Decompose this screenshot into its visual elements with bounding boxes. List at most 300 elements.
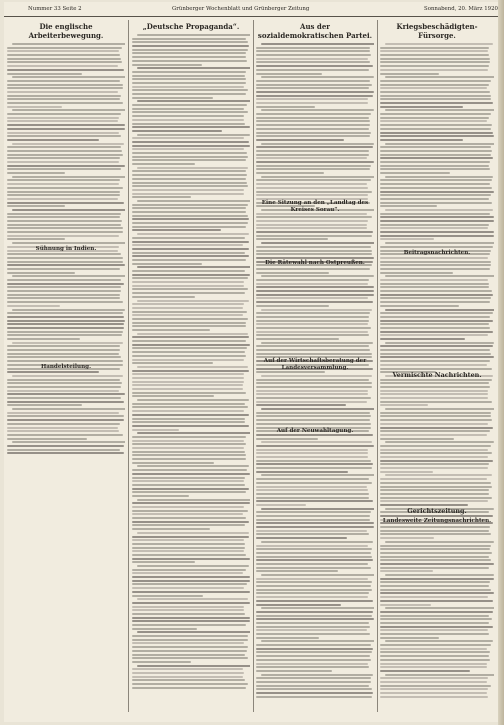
text-line [380, 401, 492, 403]
text-line [256, 268, 370, 270]
text-line [7, 98, 120, 100]
text-line [132, 469, 247, 471]
text-line [256, 592, 369, 594]
text-line [380, 456, 488, 458]
text-line [380, 545, 491, 547]
text-line [256, 50, 370, 52]
text-line [380, 670, 470, 672]
text-line [380, 626, 493, 628]
text-line [261, 508, 374, 510]
text-line [7, 427, 118, 429]
text-line [380, 95, 491, 97]
text-line [137, 665, 250, 667]
text-line [132, 547, 245, 549]
text-line [380, 537, 434, 539]
text-line [132, 255, 249, 257]
text-line [132, 510, 248, 512]
text-line [256, 224, 367, 226]
text-line [380, 157, 493, 159]
text-line [380, 294, 493, 296]
text-line [132, 126, 250, 128]
text-line [132, 477, 245, 479]
text-line [380, 482, 491, 484]
text-line [380, 213, 490, 215]
text-line [256, 84, 372, 86]
text-line [380, 600, 493, 602]
text-line [256, 393, 368, 395]
text-line [137, 34, 250, 36]
text-line [132, 281, 244, 283]
text-line [261, 76, 374, 78]
text-line [12, 176, 125, 178]
text-line [7, 113, 121, 115]
text-line [256, 445, 374, 447]
text-line [256, 382, 372, 384]
text-line [7, 183, 119, 185]
text-line [132, 93, 246, 95]
text-line [380, 430, 490, 432]
text-line [256, 187, 368, 189]
text-line [256, 670, 332, 672]
text-line [380, 651, 490, 653]
text-line [256, 87, 369, 89]
text-line [385, 342, 494, 344]
text-line [7, 430, 119, 432]
text-line [385, 574, 494, 576]
text-line [380, 478, 487, 480]
text-line [132, 451, 245, 453]
text-line [256, 139, 344, 141]
text-line [132, 222, 248, 224]
text-line [380, 191, 494, 193]
text-line [132, 82, 246, 84]
text-line [132, 635, 248, 637]
text-line [7, 434, 123, 436]
text-line [7, 323, 124, 325]
text-line [380, 452, 492, 454]
text-line [380, 161, 490, 163]
text-line [132, 226, 246, 228]
text-line [256, 191, 372, 193]
text-line [132, 639, 248, 641]
text-line [256, 286, 374, 288]
text-line [256, 666, 369, 668]
text-line [380, 172, 450, 174]
column-4-subhead-2: Vermischte Nachrichten. [392, 371, 482, 379]
text-line [380, 102, 493, 104]
text-line [256, 279, 369, 281]
text-line [132, 229, 221, 231]
text-line [261, 441, 372, 443]
text-line [7, 50, 119, 52]
text-line [132, 340, 246, 342]
text-line [380, 146, 491, 148]
text-line [132, 207, 246, 209]
text-line [380, 696, 488, 698]
text-line [7, 272, 75, 274]
text-line [256, 194, 368, 196]
text-line [132, 270, 245, 272]
text-line [256, 345, 369, 347]
text-line [132, 642, 244, 644]
text-line [7, 187, 123, 189]
text-line [132, 421, 245, 423]
text-line [7, 139, 99, 141]
text-line [380, 445, 491, 447]
text-line [7, 286, 121, 288]
text-line [132, 381, 244, 383]
text-line [380, 677, 488, 679]
text-line [256, 157, 367, 159]
text-line [380, 224, 489, 226]
text-line [132, 613, 245, 615]
text-line [256, 415, 371, 417]
text-line [7, 449, 120, 451]
text-line [132, 45, 249, 47]
text-line [380, 261, 491, 263]
text-line [261, 375, 373, 377]
text-line [7, 179, 120, 181]
text-line [380, 570, 433, 572]
text-line [380, 596, 488, 598]
text-line [132, 174, 247, 176]
column-3 [256, 20, 374, 716]
text-line [132, 362, 213, 364]
text-line [256, 596, 368, 598]
text-line [256, 449, 368, 451]
text-line [256, 312, 370, 314]
text-line [256, 533, 369, 535]
text-line [380, 216, 494, 218]
text-line [256, 629, 367, 631]
text-line [380, 168, 490, 170]
column-4-subhead-4: Landesweite Zeitungsnachrichten. [382, 518, 492, 524]
text-line [132, 159, 246, 161]
text-line [256, 272, 329, 274]
text-line [132, 123, 245, 125]
text-line [12, 408, 125, 410]
text-line [132, 488, 249, 490]
text-line [380, 198, 489, 200]
text-line [7, 257, 123, 259]
text-line [132, 650, 247, 652]
text-line [380, 113, 491, 115]
text-line [137, 100, 250, 102]
text-line [380, 578, 494, 580]
text-line [256, 338, 339, 340]
text-line [380, 585, 489, 587]
column-3-subhead-4: Auf der Neuwahltagung. [276, 428, 354, 434]
text-line [256, 128, 369, 130]
text-line [132, 654, 245, 656]
text-line [256, 581, 372, 583]
text-line [380, 179, 492, 181]
text-line [7, 235, 119, 237]
text-line [256, 397, 371, 399]
text-line [380, 124, 492, 126]
text-line [132, 38, 246, 40]
text-line [256, 80, 370, 82]
text-line [385, 176, 494, 178]
text-line [132, 311, 247, 313]
text-line [132, 41, 248, 43]
text-line [132, 351, 245, 353]
text-line [132, 672, 244, 674]
page-header [4, 2, 498, 17]
text-line [256, 331, 368, 333]
text-line [380, 659, 490, 661]
text-line [132, 86, 244, 88]
text-line [7, 58, 121, 60]
text-line [380, 65, 489, 67]
text-line [380, 257, 488, 259]
text-line [380, 50, 488, 52]
text-line [256, 117, 369, 119]
text-line [137, 200, 250, 202]
column-3-subhead-1: Eine Sitzung an den „Landtag des Kreises Sorau“. [261, 200, 369, 213]
text-line [256, 615, 372, 617]
text-line [256, 135, 370, 137]
text-line [261, 541, 374, 543]
text-line [256, 379, 369, 381]
text-line [7, 379, 120, 381]
text-line [256, 585, 371, 587]
text-line [12, 441, 125, 443]
text-line [380, 526, 490, 528]
text-line [7, 157, 120, 159]
text-line [132, 359, 244, 361]
text-line [256, 95, 373, 97]
text-line [380, 264, 491, 266]
text-line [385, 441, 494, 443]
text-line [7, 165, 125, 167]
text-line [132, 244, 243, 246]
text-line [261, 43, 374, 45]
text-line [256, 165, 371, 167]
text-line [7, 168, 121, 170]
text-line [132, 506, 244, 508]
text-line [256, 334, 369, 336]
text-line [380, 515, 493, 517]
text-line [7, 120, 118, 122]
text-line [132, 196, 191, 198]
text-line [137, 134, 250, 136]
text-line [380, 486, 492, 488]
text-line [7, 69, 124, 71]
text-line [256, 651, 372, 653]
text-line [256, 65, 373, 67]
text-line [256, 124, 370, 126]
text-line [132, 591, 250, 593]
text-line [380, 272, 453, 274]
text-line [380, 423, 488, 425]
text-line [7, 135, 121, 137]
text-line [380, 629, 488, 631]
text-line [385, 607, 494, 609]
text-line [7, 401, 124, 403]
text-line [132, 609, 244, 611]
text-line [380, 128, 491, 130]
text-line [132, 318, 248, 320]
text-line [132, 473, 250, 475]
text-line [380, 106, 463, 108]
text-line [256, 515, 370, 517]
text-line [380, 220, 494, 222]
text-line [380, 238, 434, 240]
text-line [12, 275, 125, 277]
text-line [132, 683, 248, 685]
text-line [256, 497, 369, 499]
text-line [380, 132, 493, 134]
text-line [7, 172, 65, 174]
text-line [132, 49, 248, 51]
header-masthead: Grünberger Wochenblatt und Grünberger Zeitung [172, 6, 310, 12]
text-line [137, 631, 250, 633]
text-line [256, 567, 371, 569]
text-line [7, 327, 124, 329]
text-line [7, 338, 80, 340]
text-line [132, 78, 246, 80]
text-line [132, 410, 244, 412]
text-line [7, 198, 118, 200]
text-line [7, 268, 120, 270]
text-line [132, 263, 202, 265]
text-line [132, 148, 244, 150]
text-line [380, 353, 491, 355]
text-line [7, 213, 121, 215]
text-line [380, 246, 493, 248]
text-line [256, 489, 368, 491]
text-line [132, 572, 243, 574]
text-line [256, 183, 367, 185]
text-line [256, 644, 371, 646]
text-line [256, 460, 371, 462]
text-line [137, 532, 249, 534]
text-line [380, 688, 488, 690]
text-line [380, 69, 488, 71]
text-line [256, 179, 371, 181]
text-line [256, 486, 367, 488]
text-line [380, 666, 487, 668]
text-line [7, 91, 118, 93]
text-line [261, 176, 374, 178]
text-line [7, 294, 120, 296]
text-line [256, 220, 368, 222]
text-line [256, 172, 324, 174]
text-line [132, 384, 243, 386]
text-line [7, 54, 120, 56]
text-line [256, 438, 318, 440]
column-2 [132, 20, 250, 716]
text-line [137, 67, 250, 69]
text-line [7, 224, 121, 226]
text-line [7, 301, 123, 303]
text-line [380, 290, 492, 292]
text-line [261, 574, 374, 576]
text-line [132, 241, 249, 243]
text-line [132, 193, 244, 195]
text-line [7, 102, 123, 104]
text-line [7, 334, 122, 336]
text-line [256, 412, 370, 414]
text-line [132, 89, 248, 91]
text-line [256, 349, 370, 351]
text-line [380, 637, 439, 639]
text-line [7, 84, 123, 86]
text-line [137, 598, 248, 600]
text-line [380, 581, 490, 583]
text-line [137, 499, 250, 501]
column-1-subhead-2: Handelsteilung. [40, 364, 92, 370]
text-line [132, 524, 245, 526]
text-line [7, 238, 65, 240]
text-line [256, 611, 373, 613]
text-line [132, 156, 248, 158]
text-line [7, 264, 125, 266]
text-line [256, 519, 370, 521]
column-2-headline: „Deutsche Propaganda“. [142, 22, 240, 31]
text-line [380, 98, 491, 100]
text-line [385, 76, 494, 78]
text-line [256, 98, 368, 100]
text-line [256, 283, 368, 285]
text-line [7, 360, 123, 362]
text-line [7, 216, 120, 218]
text-line [132, 108, 244, 110]
text-line [256, 526, 374, 528]
text-line [385, 408, 494, 410]
text-line [380, 227, 488, 229]
text-line [137, 399, 249, 401]
text-line [7, 345, 120, 347]
text-line [7, 283, 124, 285]
text-line [256, 246, 371, 248]
text-line [132, 569, 246, 571]
text-line [132, 561, 195, 563]
text-line [256, 47, 370, 49]
text-line [256, 511, 371, 513]
text-line [380, 154, 491, 156]
text-line [380, 323, 489, 325]
text-line [256, 386, 372, 388]
text-line [132, 119, 244, 121]
text-line [256, 452, 368, 454]
text-line [7, 80, 120, 82]
text-line [256, 685, 369, 687]
text-line [132, 111, 248, 113]
text-line [137, 432, 250, 434]
text-line [137, 266, 250, 268]
text-line [132, 395, 214, 397]
text-line [256, 545, 368, 547]
text-line [7, 261, 123, 263]
text-line [380, 91, 490, 93]
text-line [132, 97, 213, 99]
text-line [256, 305, 329, 307]
text-line [132, 189, 244, 191]
text-line [256, 522, 374, 524]
text-line [132, 182, 247, 184]
text-line [132, 296, 195, 298]
text-line [380, 438, 454, 440]
text-line [132, 237, 245, 239]
text-line [256, 316, 369, 318]
text-line [256, 589, 372, 591]
text-line [256, 563, 368, 565]
column-4-subhead-1: Beitragsnachrichten. [403, 250, 471, 256]
column-3-subhead-3: Auf der Wirtschaftsberatung der Landesversammlung. [263, 358, 367, 371]
text-line [132, 178, 246, 180]
